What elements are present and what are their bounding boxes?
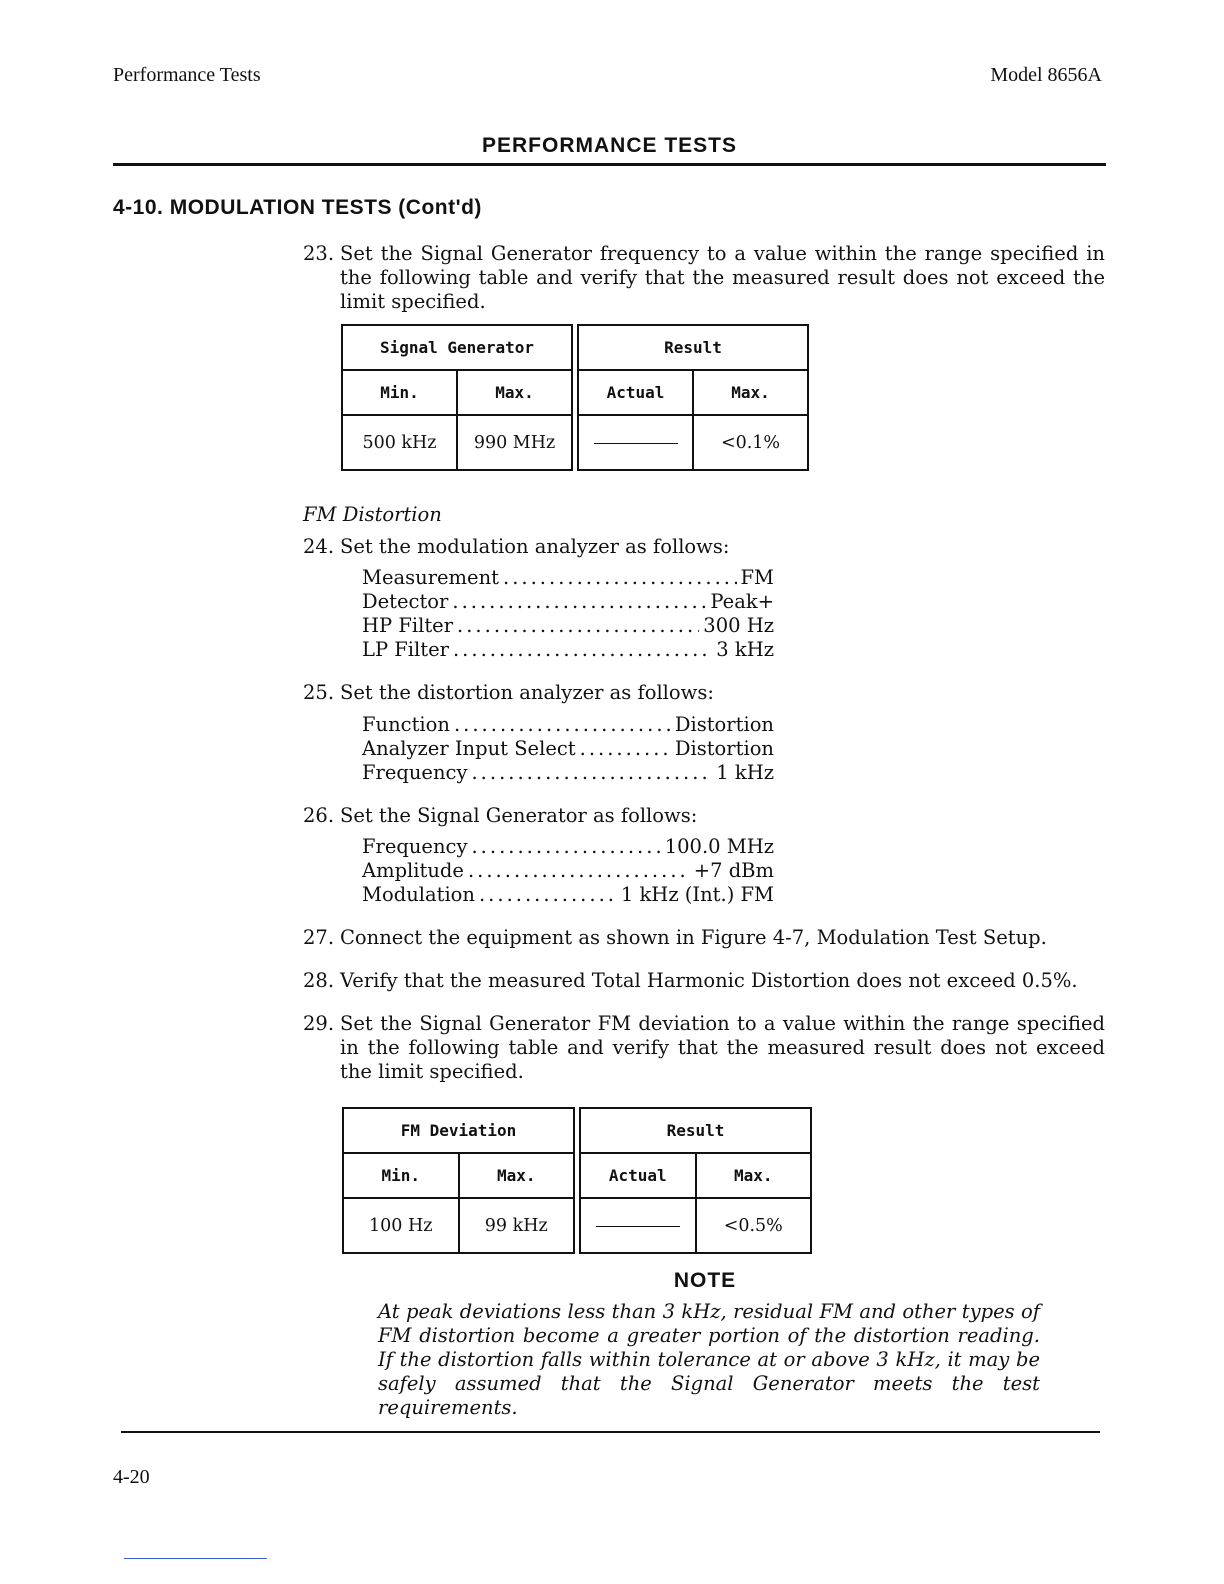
step-text: Set the distortion analyzer as follows: [340,681,714,704]
setting-row: LP Filter ..... 3 kHz [362,638,774,662]
step-number: 27. [303,926,335,949]
cell-result-max: <0.5% [696,1198,812,1253]
step-text: Set the Signal Generator frequency to a value within the range specified in the following table and verify that the measured result does not exceed the limit specified. [340,242,1105,313]
step-26 [303,804,1105,828]
step-text: Verify that the measured Total Harmonic Distortion does not exceed 0.5%. [340,969,1078,992]
column-header-max: Max. [457,370,572,415]
step-29 [303,1012,1105,1084]
step-23 [303,242,1105,314]
cell-result-max: <0.1% [693,415,808,470]
signal-generator-frequency-table [341,324,809,471]
step-27 [303,926,1105,950]
setting-row: Detector ..... Peak+ [362,590,774,614]
page-number: 4-20 [113,1466,150,1488]
fm-distortion-heading: FM Distortion [303,503,442,526]
setting-row: Measurement ..... FM [362,566,774,590]
column-header-result-max: Max. [696,1153,812,1198]
table-group-header: FM Deviation [343,1108,574,1153]
running-header-model: Model 8656A [990,64,1102,86]
step-text: Set the modulation analyzer as follows: [340,535,730,558]
fill-in-blank [596,1225,680,1227]
cell-max: 99 kHz [459,1198,575,1253]
distortion-analyzer-settings [362,713,774,785]
column-header-result-max: Max. [693,370,808,415]
step-text: Set the Signal Generator as follows: [340,804,698,827]
cell-min: 100 Hz [343,1198,459,1253]
table-group-header: Result [580,1108,811,1153]
cell-max: 990 MHz [457,415,572,470]
top-divider [113,163,1106,166]
cell-actual-blank [580,1198,696,1253]
step-number: 25. [303,681,335,704]
fill-in-blank [594,442,678,444]
table-group-header: Result [578,325,808,370]
setting-row: Function ..... Distortion [362,713,774,737]
note-body: At peak deviations less than 3 kHz, residual FM and other types of FM distortion become a greater portion of the distortion reading. If the distortion falls within tolerance at or above 3 kHz, it may be safely assumed that the Signal Generator meets the test requirements. [378,1300,1040,1419]
setting-row: HP Filter ..... 300 Hz [362,614,774,638]
step-number: 26. [303,804,335,827]
step-24 [303,535,1105,559]
cell-min: 500 kHz [342,415,457,470]
cell-actual-blank [578,415,693,470]
column-header-min: Min. [343,1153,459,1198]
column-header-actual: Actual [580,1153,696,1198]
footer-link-underline [124,1558,267,1559]
note-title: NOTE [673,1269,737,1292]
running-header-title: Performance Tests [113,64,261,86]
page-banner-title: PERFORMANCE TESTS [481,134,737,157]
step-text: Connect the equipment as shown in Figure 4-7, Modulation Test Setup. [340,926,1047,949]
signal-generator-settings [362,835,774,907]
bottom-divider [121,1431,1100,1433]
step-number: 24. [303,535,335,558]
setting-row: Analyzer Input Select ..... Distortion [362,737,774,761]
fm-deviation-table [342,1107,812,1254]
column-header-max: Max. [459,1153,575,1198]
step-number: 29. [303,1012,335,1035]
column-header-actual: Actual [578,370,693,415]
modulation-analyzer-settings [362,566,774,662]
setting-row: Amplitude ..... +7 dBm [362,859,774,883]
step-text: Set the Signal Generator FM deviation to a value within the range specified in the following table and verify that the measured result does not exceed the limit specified. [340,1012,1105,1083]
setting-row: Frequency ..... 1 kHz [362,761,774,785]
setting-row: Frequency ..... 100.0 MHz [362,835,774,859]
setting-row: Modulation ..... 1 kHz (Int.) FM [362,883,774,907]
step-number: 28. [303,969,335,992]
table-group-header: Signal Generator [342,325,572,370]
step-25 [303,681,1105,705]
step-number: 23. [303,242,335,265]
section-title: 4-10. MODULATION TESTS (Cont'd) [113,196,482,219]
column-header-min: Min. [342,370,457,415]
step-28 [303,969,1105,993]
